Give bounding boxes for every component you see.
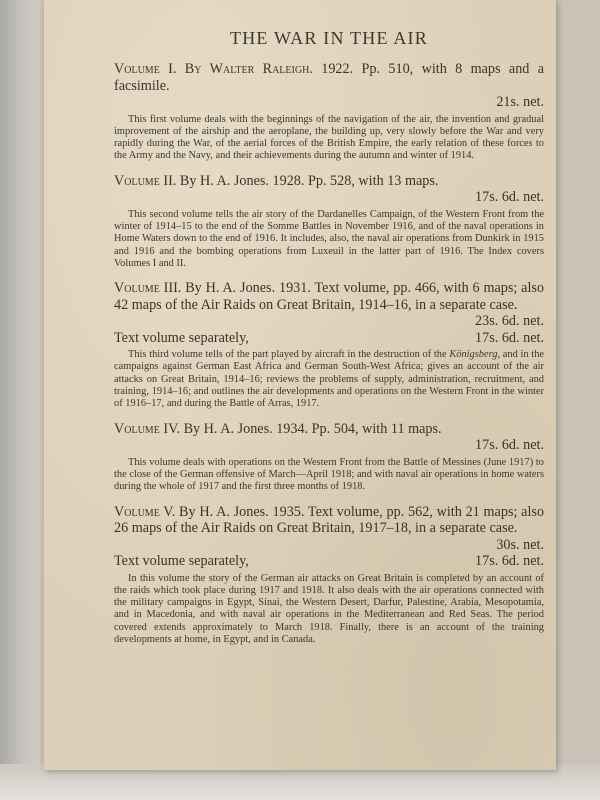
volume-price: 21s. net. <box>496 94 544 110</box>
ship-name: Königsberg <box>449 349 498 361</box>
volume-heading <box>114 504 544 570</box>
volume-price: 23s. 6d. net. <box>475 313 544 330</box>
volume-label: Volume V. <box>114 503 176 520</box>
volume-entry-4 <box>114 421 544 494</box>
volume-price: 17s. 6d. net. <box>475 437 544 454</box>
volume-description <box>114 349 544 410</box>
volume-label: Volume II. <box>114 172 177 189</box>
volume-author: By H. A. Jones. <box>179 172 269 189</box>
volume-year: 1934. <box>276 420 309 437</box>
volume-year: 1935. <box>272 503 305 520</box>
volume-price: 30s. net. <box>496 536 544 553</box>
volume-details: Text volume, pp. 466, with 6 maps; also 42 maps of the Air Raids on Great Britain, 1914–16, in a separate case. <box>114 280 545 313</box>
volume-year: 1928. <box>272 172 305 189</box>
book-back-cover <box>44 0 556 770</box>
volume-author: By H. A. Jones. <box>183 420 273 437</box>
volume-description: This first volume deals with the beginnings of the navigation of the air, the invention and gradual improvement of the airship and the aeroplane, the building up, very slowly before the War and very rapidly during the War, of the aerial forces of the British Empire, the early relation of these forces to the Army and the Navy, and their achievements during the autumn and winter of 1914. <box>114 113 544 162</box>
volume-entry-1 <box>114 61 544 163</box>
volume-heading <box>114 173 544 206</box>
volume-year: 1931. <box>278 280 311 297</box>
volume-details: Pp. 504, with 11 maps. <box>311 420 442 437</box>
volume-label: Volume IV. <box>114 420 181 437</box>
volume-description: In this volume the story of the German air attacks on Great Britain is completed by an account of the raids which took place during 1917 and 1918. It also deals with the air operations connected with the military campaigns in Egypt, Sinai, the Western Desert, Darfur, Palestine, Arabia, Mesopotamia, and in Macedonia, and with naval air operations in the Mediterranean and Red Seas. The period covered extends approximately to March 1918. Finally, there is an account of the training developments at home, in Egypt, and in Canada. <box>114 572 544 646</box>
backdrop-left <box>0 0 40 800</box>
separate-text-volume <box>114 330 544 347</box>
separate-price: 17s. 6d. net. <box>475 553 544 570</box>
separate-label: Text volume separately, <box>114 553 249 570</box>
volume-entry-3 <box>114 280 544 410</box>
volume-heading <box>114 280 544 346</box>
volume-label: Volume III. <box>114 280 182 297</box>
separate-price: 17s. 6d. net. <box>475 329 544 346</box>
volume-details: Pp. 510, with 8 maps and a facsimile. <box>114 61 545 94</box>
volume-author: By H. A. Jones. <box>179 503 269 520</box>
volume-entry-5 <box>114 504 544 647</box>
description-text: , and in the campaigns against German East Africa and German South-West Africa; gives an account of the air attacks on Great Britain, 1914–16; reviews the problems of supply, administration, recruitment, and training, 1914–16; and outlines the air developments and operations on the Western Front in the winter of 1916–17, and during the Battle of Arras, 1917. <box>114 349 545 410</box>
volume-description: This second volume tells the air story of the Dardanelles Campaign, of the Western Front from the winter of 1914–15 to the end of the Somme Battles in November 1916, and of the naval operations in Home Waters down to the end of 1916. It includes, also, the naval air operations from Dunkirk in 1915 and 1916 and the bombing operations from Luxeuil in the latter part of 1916. The Index covers Volumes I and II. <box>114 208 544 269</box>
volume-price: 17s. 6d. net. <box>475 189 544 206</box>
volume-author: By Walter Raleigh. <box>184 61 313 77</box>
volume-heading <box>114 61 544 111</box>
volume-details: Pp. 528, with 13 maps. <box>307 172 439 189</box>
volume-description: This volume deals with operations on the Western Front from the Battle of Messines (June 1917) to the close of the German offensive of March—April 1918; and with naval air operations in home waters during the whole of 1917 and the first three months of 1918. <box>114 456 544 493</box>
volume-label: Volume I. <box>114 61 177 77</box>
separate-label: Text volume separately, <box>114 329 249 346</box>
page-title: THE WAR IN THE AIR <box>230 28 428 48</box>
description-text: This third volume tells of the part played by aircraft in the destruction of the <box>128 349 450 361</box>
cover-content <box>114 28 544 656</box>
volume-author: By H. A. Jones. <box>185 280 276 297</box>
separate-text-volume <box>114 553 544 570</box>
volume-details: Text volume, pp. 562, with 21 maps; also 26 maps of the Air Raids on Great Britain, 1917–18, in a separate case. <box>114 503 545 537</box>
volume-year: 1922. <box>321 61 354 77</box>
volume-entry-2 <box>114 173 544 270</box>
volume-heading <box>114 421 544 454</box>
